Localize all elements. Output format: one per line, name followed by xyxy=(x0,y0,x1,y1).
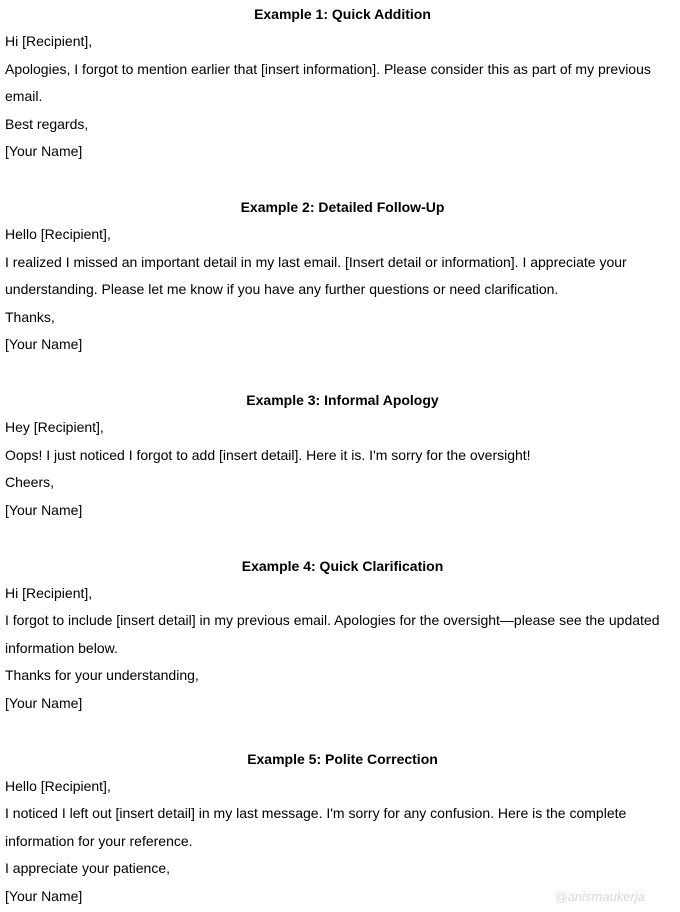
greeting: Hey [Recipient], xyxy=(5,419,104,435)
greeting: Hi [Recipient], xyxy=(5,584,93,601)
greeting: Hello [Recipient], xyxy=(5,777,111,794)
example-title: Example 4: Quick Clarification xyxy=(241,557,444,574)
example-title: Example 1: Quick Addition xyxy=(254,6,431,22)
greeting: Hi [Recipient], xyxy=(5,33,93,49)
email-body: I realized I missed an important detail in my last email. [Insert detail or information]. I appreciate your understanding. Please let me know if you have any further questions or need clarification. xyxy=(5,253,627,297)
example-5 xyxy=(5,745,680,911)
watermark: @anismaukerja xyxy=(554,889,645,904)
example-3 xyxy=(5,386,680,552)
greeting: Hello [Recipient], xyxy=(5,226,111,242)
section-spacer xyxy=(5,524,680,552)
closing: Thanks for your understanding, xyxy=(5,667,199,683)
section-spacer xyxy=(5,359,680,387)
email-body: I noticed I left out [insert detail] in my last message. I'm sorry for any confusion. Here is the complete information for your reference. xyxy=(5,805,627,849)
email-body: I forgot to include [insert detail] in my previous email. Apologies for the oversight—please see the updated information below. xyxy=(5,612,660,656)
section-spacer xyxy=(5,166,680,194)
example-4 xyxy=(5,552,680,745)
example-title: Example 3: Informal Apology xyxy=(246,392,439,408)
email-body: Apologies, I forgot to mention earlier that [insert information]. Please consider this as part of my previous email. xyxy=(5,60,651,104)
example-1 xyxy=(5,0,680,193)
example-2 xyxy=(5,193,680,386)
signature: [Your Name] xyxy=(5,143,83,159)
example-title: Example 2: Detailed Follow-Up xyxy=(240,199,445,215)
document xyxy=(5,0,680,910)
email-body: Oops! I just noticed I forgot to add [insert detail]. Here it is. I'm sorry for the oversight! xyxy=(5,446,531,463)
closing: Best regards, xyxy=(5,115,89,132)
section-spacer xyxy=(5,717,680,745)
signature: [Your Name] xyxy=(5,501,83,518)
closing: Thanks, xyxy=(5,308,55,325)
closing: Cheers, xyxy=(5,474,55,490)
signature: [Your Name] xyxy=(5,887,83,904)
signature: [Your Name] xyxy=(5,336,83,352)
example-title: Example 5: Polite Correction xyxy=(247,750,438,767)
closing: I appreciate your patience, xyxy=(5,860,170,876)
signature: [Your Name] xyxy=(5,694,83,711)
